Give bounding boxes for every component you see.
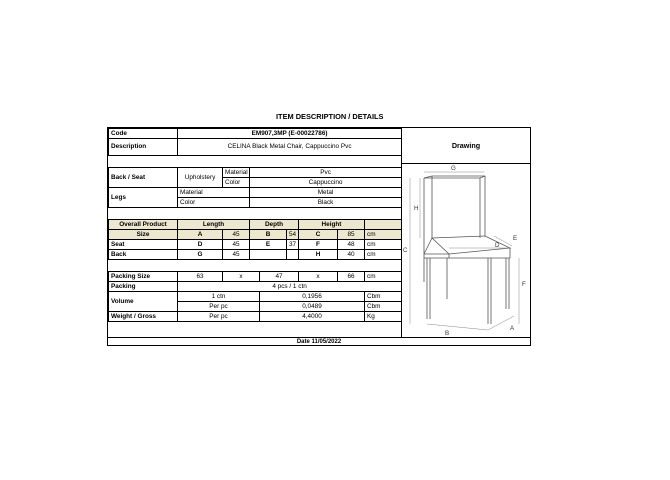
dim-length-value: 45 [223, 240, 250, 250]
packing-size-length: 63 [178, 272, 223, 282]
spacer [109, 156, 402, 168]
drawing-panel [401, 128, 530, 337]
seat-left-edge [424, 238, 432, 254]
dim-length-value: 45 [223, 250, 250, 260]
dim-name: Seat [109, 240, 178, 250]
dim-depth-code [250, 250, 287, 260]
dim-name: Size [109, 230, 178, 240]
packing-size-x2: x [299, 272, 338, 282]
legs-material-row [109, 188, 402, 198]
label-g: G [451, 165, 456, 172]
code-label: Code [109, 129, 178, 139]
back-seat-color-value: Cappuccino [250, 178, 402, 188]
dim-height-value: 85 [338, 230, 365, 240]
packing-label: Packing [109, 282, 178, 292]
dim-depth-value: 37 [287, 240, 299, 250]
back-seat-color-label: Color [223, 178, 250, 188]
legs-material-value: Metal [250, 188, 402, 198]
dim-height-code: F [299, 240, 338, 250]
code-value: EM907,3MP (E-00022786) [178, 129, 402, 139]
dim-length-code: D [178, 240, 223, 250]
back-seat-material-label: Material [223, 168, 250, 178]
dim-height-code: C [299, 230, 338, 240]
date-footer: Date 11/05/2022 [108, 337, 530, 345]
upholstery-label: Upholstery [178, 168, 223, 188]
dim-length-value: 45 [223, 230, 250, 240]
description-label: Description [109, 139, 178, 156]
spec-sheet [107, 127, 531, 346]
code-row [109, 129, 402, 139]
volume-ctn-row [109, 292, 402, 302]
description-row [109, 139, 402, 156]
dimensions-header-row [109, 220, 402, 230]
label-d: D [495, 242, 500, 249]
back-seat-material-value: Pvc [250, 168, 402, 178]
spacer [109, 260, 402, 272]
volume-pc-value: 0,0489 [260, 302, 365, 312]
label-b: B [445, 330, 450, 337]
volume-ctn-unit: Cbm [365, 292, 402, 302]
packing-value: 4 pcs / 1 ctn [178, 282, 402, 292]
legs-color-value: Black [250, 198, 402, 208]
volume-pc-unit: Cbm [365, 302, 402, 312]
weight-pc-label: Per pc [178, 312, 260, 322]
weight-label: Weight / Gross [109, 312, 178, 322]
unit-header [365, 220, 402, 230]
packing-size-width: 47 [260, 272, 299, 282]
dimension-row-seat [109, 240, 402, 250]
weight-unit: Kg [365, 312, 402, 322]
dim-depth-value [287, 250, 299, 260]
dim-unit: cm [365, 240, 402, 250]
dim-length-code: A [178, 230, 223, 240]
legs-label: Legs [109, 188, 178, 208]
dim-line-b [427, 324, 488, 330]
drawing-title: Drawing [402, 128, 530, 164]
height-header: Height [299, 220, 365, 230]
dim-name: Back [109, 250, 178, 260]
weight-row [109, 312, 402, 322]
label-a: A [510, 325, 515, 332]
label-f: F [522, 281, 526, 288]
dim-height-value: 40 [338, 250, 365, 260]
dim-depth-code: B [250, 230, 287, 240]
volume-ctn-value: 0,1956 [260, 292, 365, 302]
volume-label: Volume [109, 292, 178, 312]
spacer [109, 208, 402, 220]
dim-unit: cm [365, 230, 402, 240]
packing-size-height: 66 [338, 272, 365, 282]
dim-height-code: H [299, 250, 338, 260]
spacer-row [109, 208, 402, 220]
dimension-row-size [109, 230, 402, 240]
legs-color-label: Color [178, 198, 250, 208]
depth-header: Depth [250, 220, 299, 230]
length-header: Length [178, 220, 250, 230]
dim-depth-code: E [250, 240, 287, 250]
drawing-area [402, 164, 530, 337]
spacer-row [109, 156, 402, 168]
back-seat-material-row [109, 168, 402, 178]
weight-value: 4,4000 [260, 312, 365, 322]
dim-depth-value: 54 [287, 230, 299, 240]
back-seat-label: Back / Seat [109, 168, 178, 188]
legs-material-label: Material [178, 188, 250, 198]
description-value: CELINA Black Metal Chair, Cappuccino Pvc [178, 139, 402, 156]
volume-pc-label: Per pc [178, 302, 260, 312]
dim-length-code: G [178, 250, 223, 260]
packing-row [109, 282, 402, 292]
label-h: H [414, 205, 419, 212]
packing-size-unit: cm [365, 272, 402, 282]
spec-table [108, 128, 402, 322]
dim-height-value: 48 [338, 240, 365, 250]
packing-size-label: Packing Size [109, 272, 178, 282]
packing-size-x1: x [223, 272, 260, 282]
dim-unit: cm [365, 250, 402, 260]
label-e: E [513, 235, 518, 242]
volume-ctn-label: 1 ctn [178, 292, 260, 302]
overall-product-header: Overall Product [109, 220, 178, 230]
chair-drawing [402, 164, 530, 337]
spacer-row [109, 260, 402, 272]
packing-size-row [109, 272, 402, 282]
label-c: C [403, 247, 408, 254]
dimension-row-back [109, 250, 402, 260]
